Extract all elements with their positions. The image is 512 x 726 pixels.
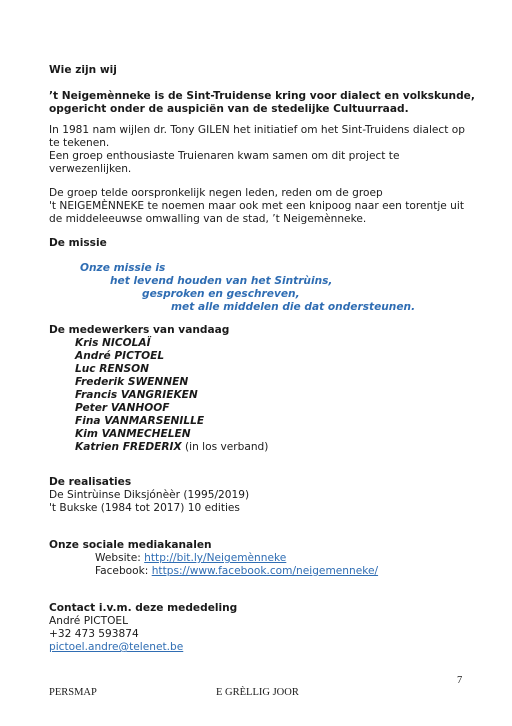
- facebook-label: Facebook:: [95, 565, 152, 577]
- staff-member: Francis VANGRIEKEN: [75, 389, 198, 401]
- history-paragraph: [49, 124, 472, 176]
- staff-member: Frederik SWENNEN: [75, 376, 189, 388]
- staff-list: [49, 337, 472, 454]
- section-heading-social: Onze sociale mediakanalen: [49, 539, 212, 551]
- staff-member: Peter VANHOOF: [75, 402, 170, 414]
- name-origin-paragraph: [49, 187, 472, 226]
- staff-member: Luc RENSON: [75, 363, 150, 375]
- contact-phone: +32 473 593874: [49, 628, 139, 640]
- text-line: de middeleeuwse omwalling van de stad, ’t Neigemènneke.: [49, 213, 367, 225]
- mission-statement: [49, 262, 472, 314]
- section-heading-mission: De missie: [49, 237, 107, 249]
- contact-email-link[interactable]: pictoel.andre@telenet.be: [49, 641, 184, 653]
- text-line: De groep telde oorspronkelijk negen leden, reden om de groep: [49, 187, 383, 199]
- facebook-link[interactable]: https://www.facebook.com/neigemenneke/: [151, 565, 379, 577]
- staff-member: Kris NICOLAÏ: [75, 337, 151, 349]
- mission-line: gesproken en geschreven,: [142, 288, 300, 300]
- mission-line: het levend houden van het Sintrùins,: [110, 275, 333, 287]
- facebook-row: [95, 565, 472, 578]
- website-link[interactable]: http://bit.ly/Neigemènneke: [144, 552, 287, 564]
- intro-line: opgericht onder de auspiciën van de stedelijke Cultuurraad.: [49, 103, 409, 115]
- contact-name: André PICTOEL: [49, 615, 129, 627]
- realisation-item: De Sintrùinse Diksjónèèr (1995/2019): [49, 489, 250, 501]
- text-line: Een groep enthousiaste Truienaren kwam samen om dit project te: [49, 150, 400, 162]
- footer-center: E GRÈLLIG JOOR: [216, 687, 299, 698]
- contact-details: [49, 615, 472, 654]
- text-line: In 1981 nam wijlen dr. Tony GILEN het initiatief om het Sint-Truidens dialect op: [49, 124, 465, 136]
- website-row: [95, 552, 472, 565]
- realisation-item: 't Bukske (1984 tot 2017) 10 edities: [49, 502, 240, 514]
- staff-member: [75, 441, 472, 454]
- text-line: 't NEIGEMÈNNEKE te noemen maar ook met een knipoog naar een torentje uit: [49, 200, 464, 212]
- mission-line: met alle middelen die dat ondersteunen.: [171, 301, 416, 313]
- contact-email-row: [49, 641, 472, 654]
- section-heading-staff: De medewerkers van vandaag: [49, 324, 230, 336]
- social-links: [49, 552, 472, 578]
- intro-line: ’t Neigemènneke is de Sint-Truidense kring voor dialect en volkskunde,: [49, 90, 475, 102]
- staff-member: Fina VANMARSENILLE: [75, 415, 205, 427]
- footer-left: PERSMAP: [49, 687, 97, 698]
- mission-line: Onze missie is: [80, 262, 166, 274]
- page-number: 7: [457, 675, 463, 686]
- staff-member: Kim VANMECHELEN: [75, 428, 191, 440]
- staff-member-note: (in los verband): [181, 441, 269, 453]
- realisations-list: [49, 489, 472, 515]
- section-heading-contact: Contact i.v.m. deze mededeling: [49, 602, 238, 614]
- intro-paragraph: [49, 90, 475, 116]
- text-line: verwezenlijken.: [49, 163, 132, 175]
- staff-member: André PICTOEL: [75, 350, 165, 362]
- website-label: Website:: [95, 552, 145, 564]
- section-heading-who: Wie zijn wij: [49, 64, 117, 76]
- staff-member-name: Katrien FREDERIX: [75, 441, 182, 453]
- section-heading-realisations: De realisaties: [49, 476, 132, 488]
- text-line: te tekenen.: [49, 137, 110, 149]
